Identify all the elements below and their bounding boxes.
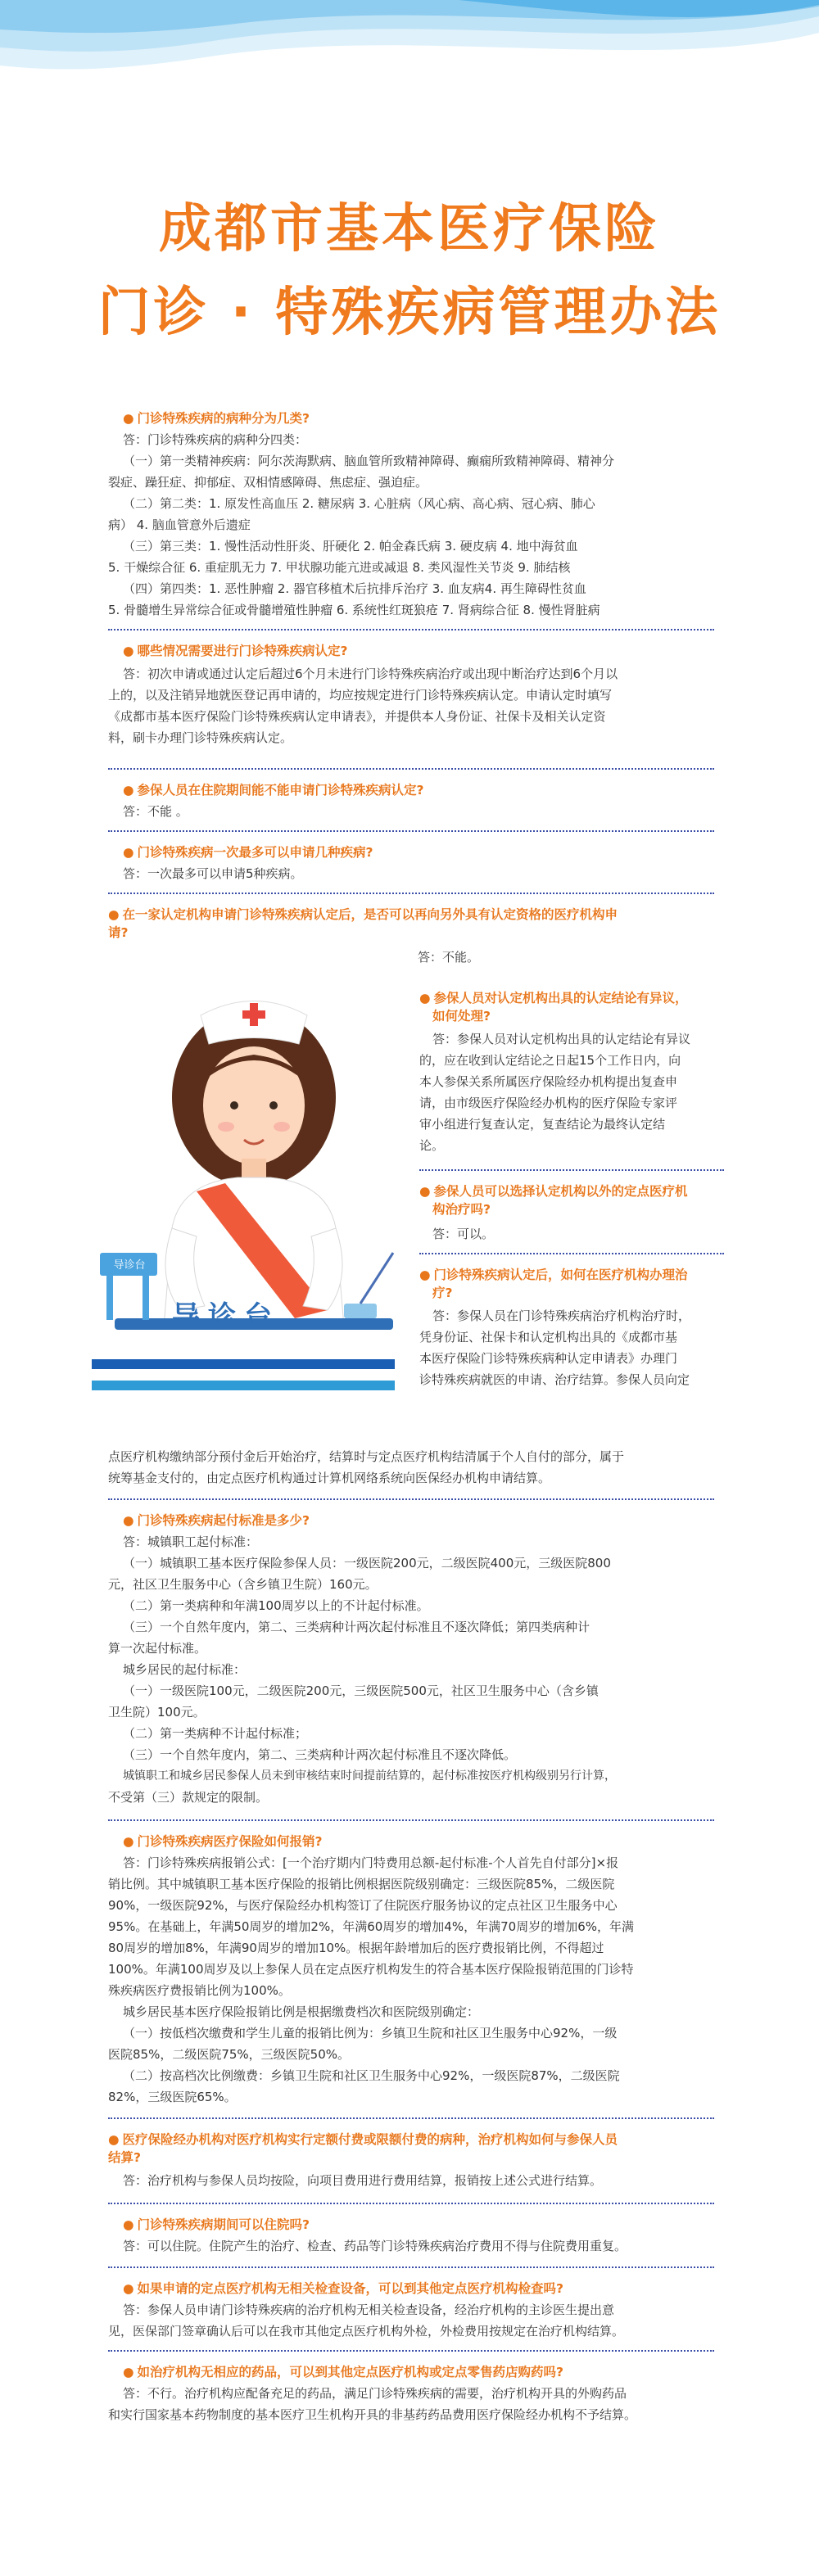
question-external-examination: ● 如果申请的定点医疗机构无相关检查设备，可以到其他定点医疗机构检查吗? [123,2281,564,2296]
question-when-recognition-needed: ● 哪些情况需要进行门诊特殊疾病认定? [123,644,348,658]
answer-when-recognition-needed: 答：初次申请或通过认定后超过6个月未进行门诊特殊疾病治疗或出现中断治疗达到6个月以 上的，以及注销异地就医登记再申请的，均应按规定进行门诊特殊疾病认定。申请认定时填写 《成都市基本医疗保险门诊特殊疾病认定申请表》，并提供本人身份证、社保卡及相关认定资 料，刷卡办理门诊特殊疾病认定。 [108,667,618,745]
reception-desk-sign: 导诊台 [172,1300,280,1333]
answer-external-examination: 答：参保人员申请门诊特殊疾病的治疗机构无相关检查设备，经治疗机构的主诊医生提出意 见，医保部门签章确认后可以在我市其他定点医疗机构外检，外检费用按规定在治疗机构结算。 [108,2303,625,2339]
answer-another-institution: 答：不能。 [418,950,480,965]
answer-deductible: 答：城镇职工起付标准： （一）城镇职工基本医疗保险参保人员：一级医院200元，二级医院400元，三级医院800 元，社区卫生服务中心（含乡镇卫生院）160元。 （二）第一类病种和年满100周岁以上的不计起付标准。 （三）一个自然年度内，第二、三类病种计两次起付标准且不逐次降低；第四类病种计 算一次起付标准。 城乡居民的起付标准： （一）一级医院100元，二级医院200元，三级医院500元，社区卫生服务中心（含乡镇 卫生院）100元。 （二）第一类病种不计起付标准； （三）一个自然年度内，第二、三类病种计两次起付标准且不逐次降低。 城镇职工和城乡居民参保人员未到审核结束时间提前结算的，起付标准按医疗机构级别另行计算， 不受第（三）款规定的限制。 [108,1534,616,1805]
section-divider [108,2117,714,2119]
answer-hospitalization-allowed: 答：可以住院。住院产生的治疗、检查、药品等门诊特殊疾病治疗费用不得与住院费用重复。 [123,2239,627,2253]
bullet-icon: ● [123,411,134,426]
question-treatment-process: ● 门诊特殊疾病认定后，如何在医疗机构办理治 疗? [419,1268,688,1300]
section-divider [108,768,714,770]
question-external-medicine: ● 如治疗机构无相应的药品，可以到其他定点医疗机构或定点零售药店购药吗? [123,2365,564,2379]
bullet-icon: ● [123,1834,134,1849]
answer-quota-settlement: 答：治疗机构与参保人员均按险，向项目费用进行费用结算，报销按上述公式进行结算。 [123,2173,603,2188]
question-hospitalization-allowed: ● 门诊特殊疾病期间可以住院吗? [123,2217,310,2232]
bullet-icon: ● [419,991,431,1006]
bullet-icon: ● [123,845,134,860]
section-divider [108,1819,714,1821]
section-divider [419,1253,724,1254]
answer-max-diseases: 答：一次最多可以申请5种疾病。 [123,866,303,881]
question-other-institutions: ● 参保人员可以选择认定机构以外的定点医疗机 构治疗吗? [419,1184,688,1217]
question-another-institution: ● 在一家认定机构申请门诊特殊疾病认定后，是否可以再向另外具有认定资格的医疗机构申 请? [108,907,618,940]
desk-stripe [92,1381,395,1390]
page-title-line-2: 门诊 · 特殊疾病管理办法 [97,282,722,343]
answer-other-institutions: 答：可以。 [432,1227,495,1241]
answer-external-medicine: 答：不行。治疗机构应配备充足的药品，满足门诊特殊疾病的需要，治疗机构开具的外购药品 和实行国家基本药物制度的基本医疗卫生机构开具的非基药药品费用医疗保险经办机构不予结算。 [108,2386,637,2422]
answer-during-hospitalization: 答：不能 。 [123,804,188,819]
answer-disease-categories: 答：门诊特殊疾病的病种分四类： （一）第一类精神疾病：阿尔茨海默病、脑血管所致精神障碍、癫痫所致精神障碍、精神分 裂症、躁狂症、抑郁症、双相情感障碍、焦虑症、强迫症。 （二）第二类：1. 原发性高血压 2. 糖尿病 3. 心脏病（风心病、高心病、冠心病、肺心 病） 4. 脑血管意外后遗症 （三）第三类：1. 慢性活动性肝炎、肝硬化 2. 帕金森氏病 3. 硬皮病 4. 地中海贫血 5. 干燥综合征 6. 重症肌无力 7. 甲状腺功能亢进或减退 8. 类风湿性关节炎 9. 肺结核 （四）第四类：1. 恶性肿瘤 2. 器官移植术后抗排斥治疗 3. 血友病4. 再生障碍性贫血 5. 骨髓增生异常综合征或骨髓增殖性肿瘤 6. 系统性红斑狼疮 7. 肾病综合征 8. 慢性肾脏病 [108,432,615,617]
bullet-icon: ● [108,2132,120,2147]
answer-treatment-process: 答：参保人员在门诊特殊疾病治疗机构治疗时， 凭身份证、社保卡和认定机构出具的《成都市基 本医疗保险门诊特殊疾病种认定申请表》办理门 诊特殊疾病就医的申请、治疗结算。参保人员向定 [419,1308,691,1387]
desk-tag-label: 导诊台 [113,1259,146,1272]
section-divider [108,1498,714,1500]
question-max-diseases: ● 门诊特殊疾病一次最多可以申请几种疾病? [123,845,373,860]
section-divider [108,2203,714,2204]
answer-reimbursement: 答：门诊特殊疾病报销公式：[一个治疗期内门特费用总额-起付标准-个人首先自付部分]×报 销比例。其中城镇职工基本医疗保险的报销比例根据医院级别确定：三级医院85%，二级医院 90%，一级医院92%，与医疗保险经办机构签订了住院医疗服务协议的定点社区卫生服务中心 95%。在基础上，年满50周岁的增加2%，年满60周岁的增加4%，年满70周岁的增加6%，年满 80周岁的增加8%，年满90周岁的增加10%。根据年龄增加后的医疗费报销比例，不得超过 100%。年满100周岁及以上参保人员在定点医疗机构发生的符合基本医疗保险报销范围的门诊特 殊疾病医疗费报销比例为100%。 城乡居民基本医疗保险报销比例是根据缴费档次和医院级别确定： （一）按低档次缴费和学生儿童的报销比例为：乡镇卫生院和社区卫生服务中心92%，一级 医院85%，二级医院75%，三级医院50%。 （二）按高档次比例缴费：乡镇卫生院和社区卫生服务中心92%，一级医院87%，二级医院 82%，三级医院65%。 [108,1855,634,2104]
question-reimbursement: ● 门诊特殊疾病医疗保险如何报销? [123,1834,323,1849]
bullet-icon: ● [123,2217,134,2232]
bullet-icon: ● [123,2281,134,2296]
bullet-icon: ● [123,783,134,798]
page-title-line-1: 成都市基本医疗保险 [159,199,660,260]
answer-treatment-process-continued: 点医疗机构缴纳部分预付金后开始治疗，结算时与定点医疗机构结清属于个人自付的部分，属于 统筹基金支付的，由定点医疗机构通过计算机网络系统向医保经办机构申请结算。 [108,1449,625,1485]
desk-stripe [92,1359,395,1369]
section-divider [108,2266,714,2268]
bullet-icon: ● [419,1268,431,1282]
section-divider [108,893,714,894]
question-quota-settlement: ● 医疗保险经办机构对医疗机构实行定额付费或限额付费的病种，治疗机构如何与参保人员 结算? [108,2132,618,2165]
bullet-icon: ● [123,2365,134,2379]
section-divider [108,830,714,832]
question-during-hospitalization: ● 参保人员在住院期间能不能申请门诊特殊疾病认定? [123,783,424,798]
section-divider [108,2350,714,2352]
question-disease-categories: ● 门诊特殊疾病的病种分为几类? [123,411,310,426]
section-divider [108,629,714,630]
question-objection-to-conclusion: ● 参保人员对认定机构出具的认定结论有异议， 如何处理? [419,991,688,1024]
bullet-icon: ● [419,1184,431,1199]
bullet-icon: ● [108,907,120,922]
question-deductible: ● 门诊特殊疾病起付标准是多少? [123,1513,310,1528]
bullet-icon: ● [123,1513,134,1528]
answer-objection-to-conclusion: 答：参保人员对认定机构出具的认定结论有异议 的，应在收到认定结论之日起15个工作日内，向 本人参保关系所属医疗保险经办机构提出复查申 请，由市级医疗保险经办机构的医疗保险专家评 审小组进行复查认定，复查结论为最终认定结 论。 [419,1032,691,1153]
top-wave-decoration [0,0,819,123]
section-divider [419,1169,724,1171]
bullet-icon: ● [123,644,134,658]
